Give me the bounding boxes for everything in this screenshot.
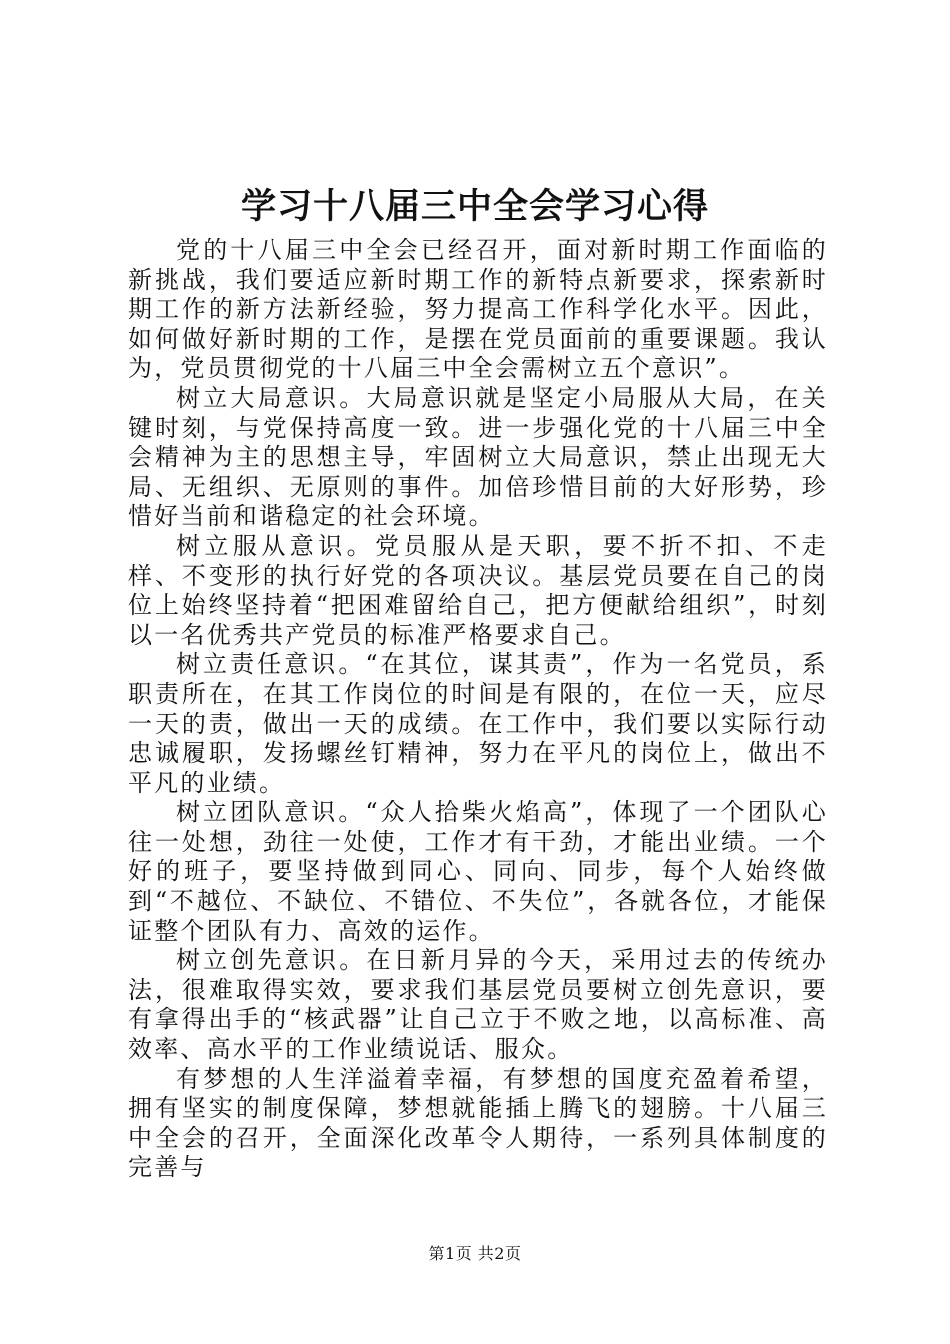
page-number-footer: 第1页 共2页 <box>428 1244 522 1263</box>
paragraph-innovation-awareness: 树立创先意识。在日新月异的今天，采用过去的传统办法，很难取得实效，要求我们基层党员要树立创先意识，要有拿得出手的“核武器”让自己立于不败之地，以高标准、高效率、高水平的工作业绩说话、服众。 <box>128 946 828 1064</box>
paragraph-intro: 党的十八届三中全会已经召开，面对新时期工作面临的新挑战，我们要适应新时期工作的新特点新要求，探索新时期工作的新方法新经验，努力提高工作科学化水平。因此，如何做好新时期的工作，是摆在党员面前的重要课题。我认为，党员贯彻党的十八届三中全会需树立五个意识”。 <box>128 236 828 383</box>
paragraph-overall-awareness: 树立大局意识。大局意识就是坚定小局服从大局，在关键时刻，与党保持高度一致。进一步强化党的十八届三中全会精神为主的思想主导，牢固树立大局意识，禁止出现无大局、无组织、无原则的事件。加倍珍惜目前的大好形势，珍惜好当前和谐稳定的社会环境。 <box>128 383 828 531</box>
paragraph-dream: 有梦想的人生洋溢着幸福，有梦想的国度充盈着希望，拥有坚实的制度保障，梦想就能插上腾飞的翅膀。十八届三中全会的召开，全面深化改革令人期待，一系列具体制度的完善与 <box>128 1064 828 1182</box>
document-body <box>128 236 828 1183</box>
paragraph-responsibility-awareness: 树立责任意识。“在其位，谋其责”，作为一名党员，系职责所在，在其工作岗位的时间是有限的，在位一天，应尽一天的责，做出一天的成绩。在工作中，我们要以实际行动忠诚履职，发扬螺丝钉精神，努力在平凡的岗位上，做出不平凡的业绩。 <box>128 650 828 797</box>
paragraph-team-awareness: 树立团队意识。“众人拾柴火焰高”，体现了一个团队心往一处想，劲往一处使，工作才有干劲，才能出业绩。一个好的班子，要坚持做到同心、同向、同步，每个人始终做到“不越位、不缺位、不错位、不失位”，各就各位，才能保证整个团队有力、高效的运作。 <box>128 798 828 945</box>
document-title: 学习十八届三中全会学习心得 <box>240 187 709 227</box>
paragraph-obedience-awareness: 树立服从意识。党员服从是天职，要不折不扣、不走样、不变形的执行好党的各项决议。基层党员要在自己的岗位上始终坚持着“把困难留给自己，把方便献给组织”，时刻以一名优秀共产党员的标准严格要求自己。 <box>128 531 828 649</box>
